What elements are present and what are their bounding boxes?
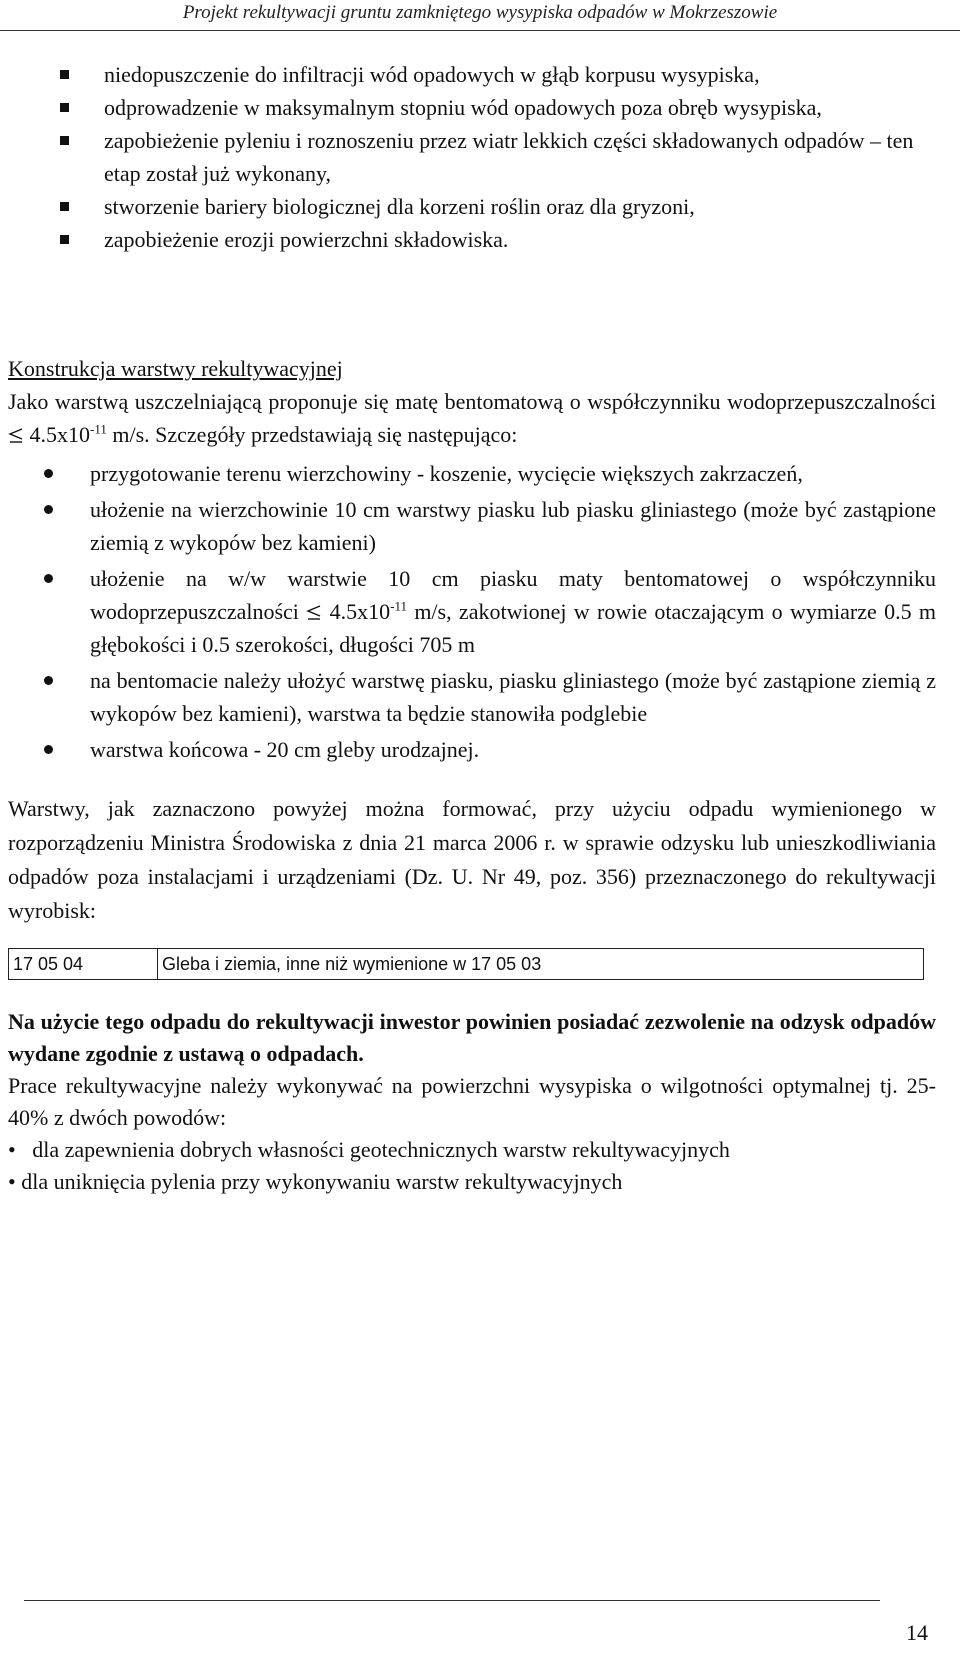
reason-item <box>8 1134 936 1166</box>
list-item-text: zapobieżenie pyleniu i roznoszeniu przez wiatr lekkich części składowanych odpadów – ten etap został już wykonany, <box>104 128 914 186</box>
header-title: Projekt rekultywacji gruntu zamkniętego wysypiska odpadów w Mokrzeszowie <box>182 2 778 23</box>
list-item-text: na bentomacie należy ułożyć warstwę piasku, piasku gliniastego (może być zastąpione ziemią z wykopów bez kamieni), warstwa ta będzie stanowiła podglebie <box>90 668 936 726</box>
square-bullet-icon <box>60 103 69 112</box>
list-item-text: ułożenie na wierzchowinie 10 cm warstwy piasku lub piasku gliniastego (może być zastąpione ziemią z wykopów bez kamieni) <box>90 497 936 555</box>
list-item-text: przygotowanie terenu wierzchowiny - koszenie, wycięcie większych zakrzaczeń, <box>90 461 803 486</box>
waste-code-cell: 17 05 04 <box>9 949 158 980</box>
list-item-text: stworzenie bariery biologicznej dla korzeni roślin oraz dla gryzoni, <box>104 194 695 219</box>
square-bullet-icon <box>60 136 69 145</box>
intro-exponent: -11 <box>90 421 107 437</box>
footer-rule <box>24 1600 880 1601</box>
bullet-icon: • <box>8 1169 16 1194</box>
list-item <box>60 91 930 124</box>
intro-value: 4.5x10 <box>29 422 90 447</box>
reason-text: dla zapewnienia dobrych własności geotechnicznych warstw rekultywacyjnych <box>32 1137 730 1162</box>
waste-description-cell: Gleba i ziemia, inne niż wymienione w 17 05 03 <box>158 949 924 980</box>
goals-list <box>60 58 930 256</box>
list-item <box>8 562 936 661</box>
list-item-text-a: ułożenie na w/w warstwie 10 cm piasku maty bentomatowej o współczynniku wodoprzepuszczalności <box>90 566 936 624</box>
header-rule <box>0 30 960 31</box>
less-or-equal-icon <box>306 596 322 612</box>
list-item-text: niedopuszczenie do infiltracji wód opadowych w głąb korpusu wysypiska, <box>104 62 760 87</box>
waste-code-table <box>8 948 924 980</box>
list-item <box>8 457 936 490</box>
construction-steps-list <box>8 457 936 766</box>
list-item <box>60 124 930 190</box>
intro-paragraph <box>8 385 936 451</box>
reason-item <box>8 1166 936 1198</box>
running-header <box>0 2 960 34</box>
list-item <box>8 493 936 559</box>
waste-usage-paragraph: Warstwy, jak zaznaczono powyżej można formować, przy użyciu odpadu wymienionego w rozporządzeniu Ministra Środowiska z dnia 21 marca 2006 r. w sprawie odzysku lub unieszkodliwiania odpadów poza instalacjami i urządzeniami (Dz. U. Nr 49, poz. 356) przeznaczonego do rekultywacji wyrobisk: <box>8 796 936 923</box>
intro-text-a: Jako warstwą uszczelniającą proponuje się matę bentomatową o współczynniku wodoprzepuszczalności <box>8 389 936 414</box>
reason-text: dla uniknięcia pylenia przy wykonywaniu warstw rekultywacyjnych <box>21 1169 623 1194</box>
list-item <box>60 58 930 91</box>
list-item <box>60 190 930 223</box>
list-item-text: zapobieżenie erozji powierzchni składowiska. <box>104 227 509 252</box>
list-item <box>8 733 936 766</box>
list-item-text: warstwa końcowa - 20 cm gleby urodzajnej. <box>90 737 480 762</box>
list-item-text: odprowadzenie w maksymalnym stopniu wód opadowych poza obręb wysypiska, <box>104 95 822 120</box>
table-row <box>9 949 924 980</box>
permit-note: Na użycie tego odpadu do rekultywacji inwestor powinien posiadać zezwolenie na odzysk odpadów wydane zgodnie z ustawą o odpadach. <box>8 1009 936 1066</box>
square-bullet-icon <box>60 70 69 79</box>
intro-text-b: m/s. Szczegóły przedstawiają się następująco: <box>112 422 518 447</box>
round-bullet-icon <box>44 505 53 514</box>
moisture-paragraph: Prace rekultywacyjne należy wykonywać na powierzchni wysypiska o wilgotności optymalnej tj. 25-40% z dwóch powodów: <box>8 1073 936 1130</box>
section-heading: Konstrukcja warstwy rekultywacyjnej <box>8 356 343 381</box>
round-bullet-icon <box>44 676 53 685</box>
list-item-exponent: -11 <box>390 598 407 614</box>
square-bullet-icon <box>60 202 69 211</box>
less-or-equal-icon <box>8 419 24 435</box>
bullet-icon: • <box>8 1137 16 1162</box>
round-bullet-icon <box>44 574 53 583</box>
list-item <box>60 223 930 256</box>
square-bullet-icon <box>60 235 69 244</box>
page-number: 14 <box>906 1620 928 1645</box>
list-item <box>8 664 936 730</box>
round-bullet-icon <box>44 745 53 754</box>
list-item-text-b: m/s, zakotwionej w rowie otaczającym o wymiarze 0.5 m głębokości i 0.5 szerokości, długości 705 m <box>90 599 937 657</box>
list-item-value: 4.5x10 <box>329 599 391 624</box>
round-bullet-icon <box>44 469 53 478</box>
main-content <box>8 352 936 1198</box>
